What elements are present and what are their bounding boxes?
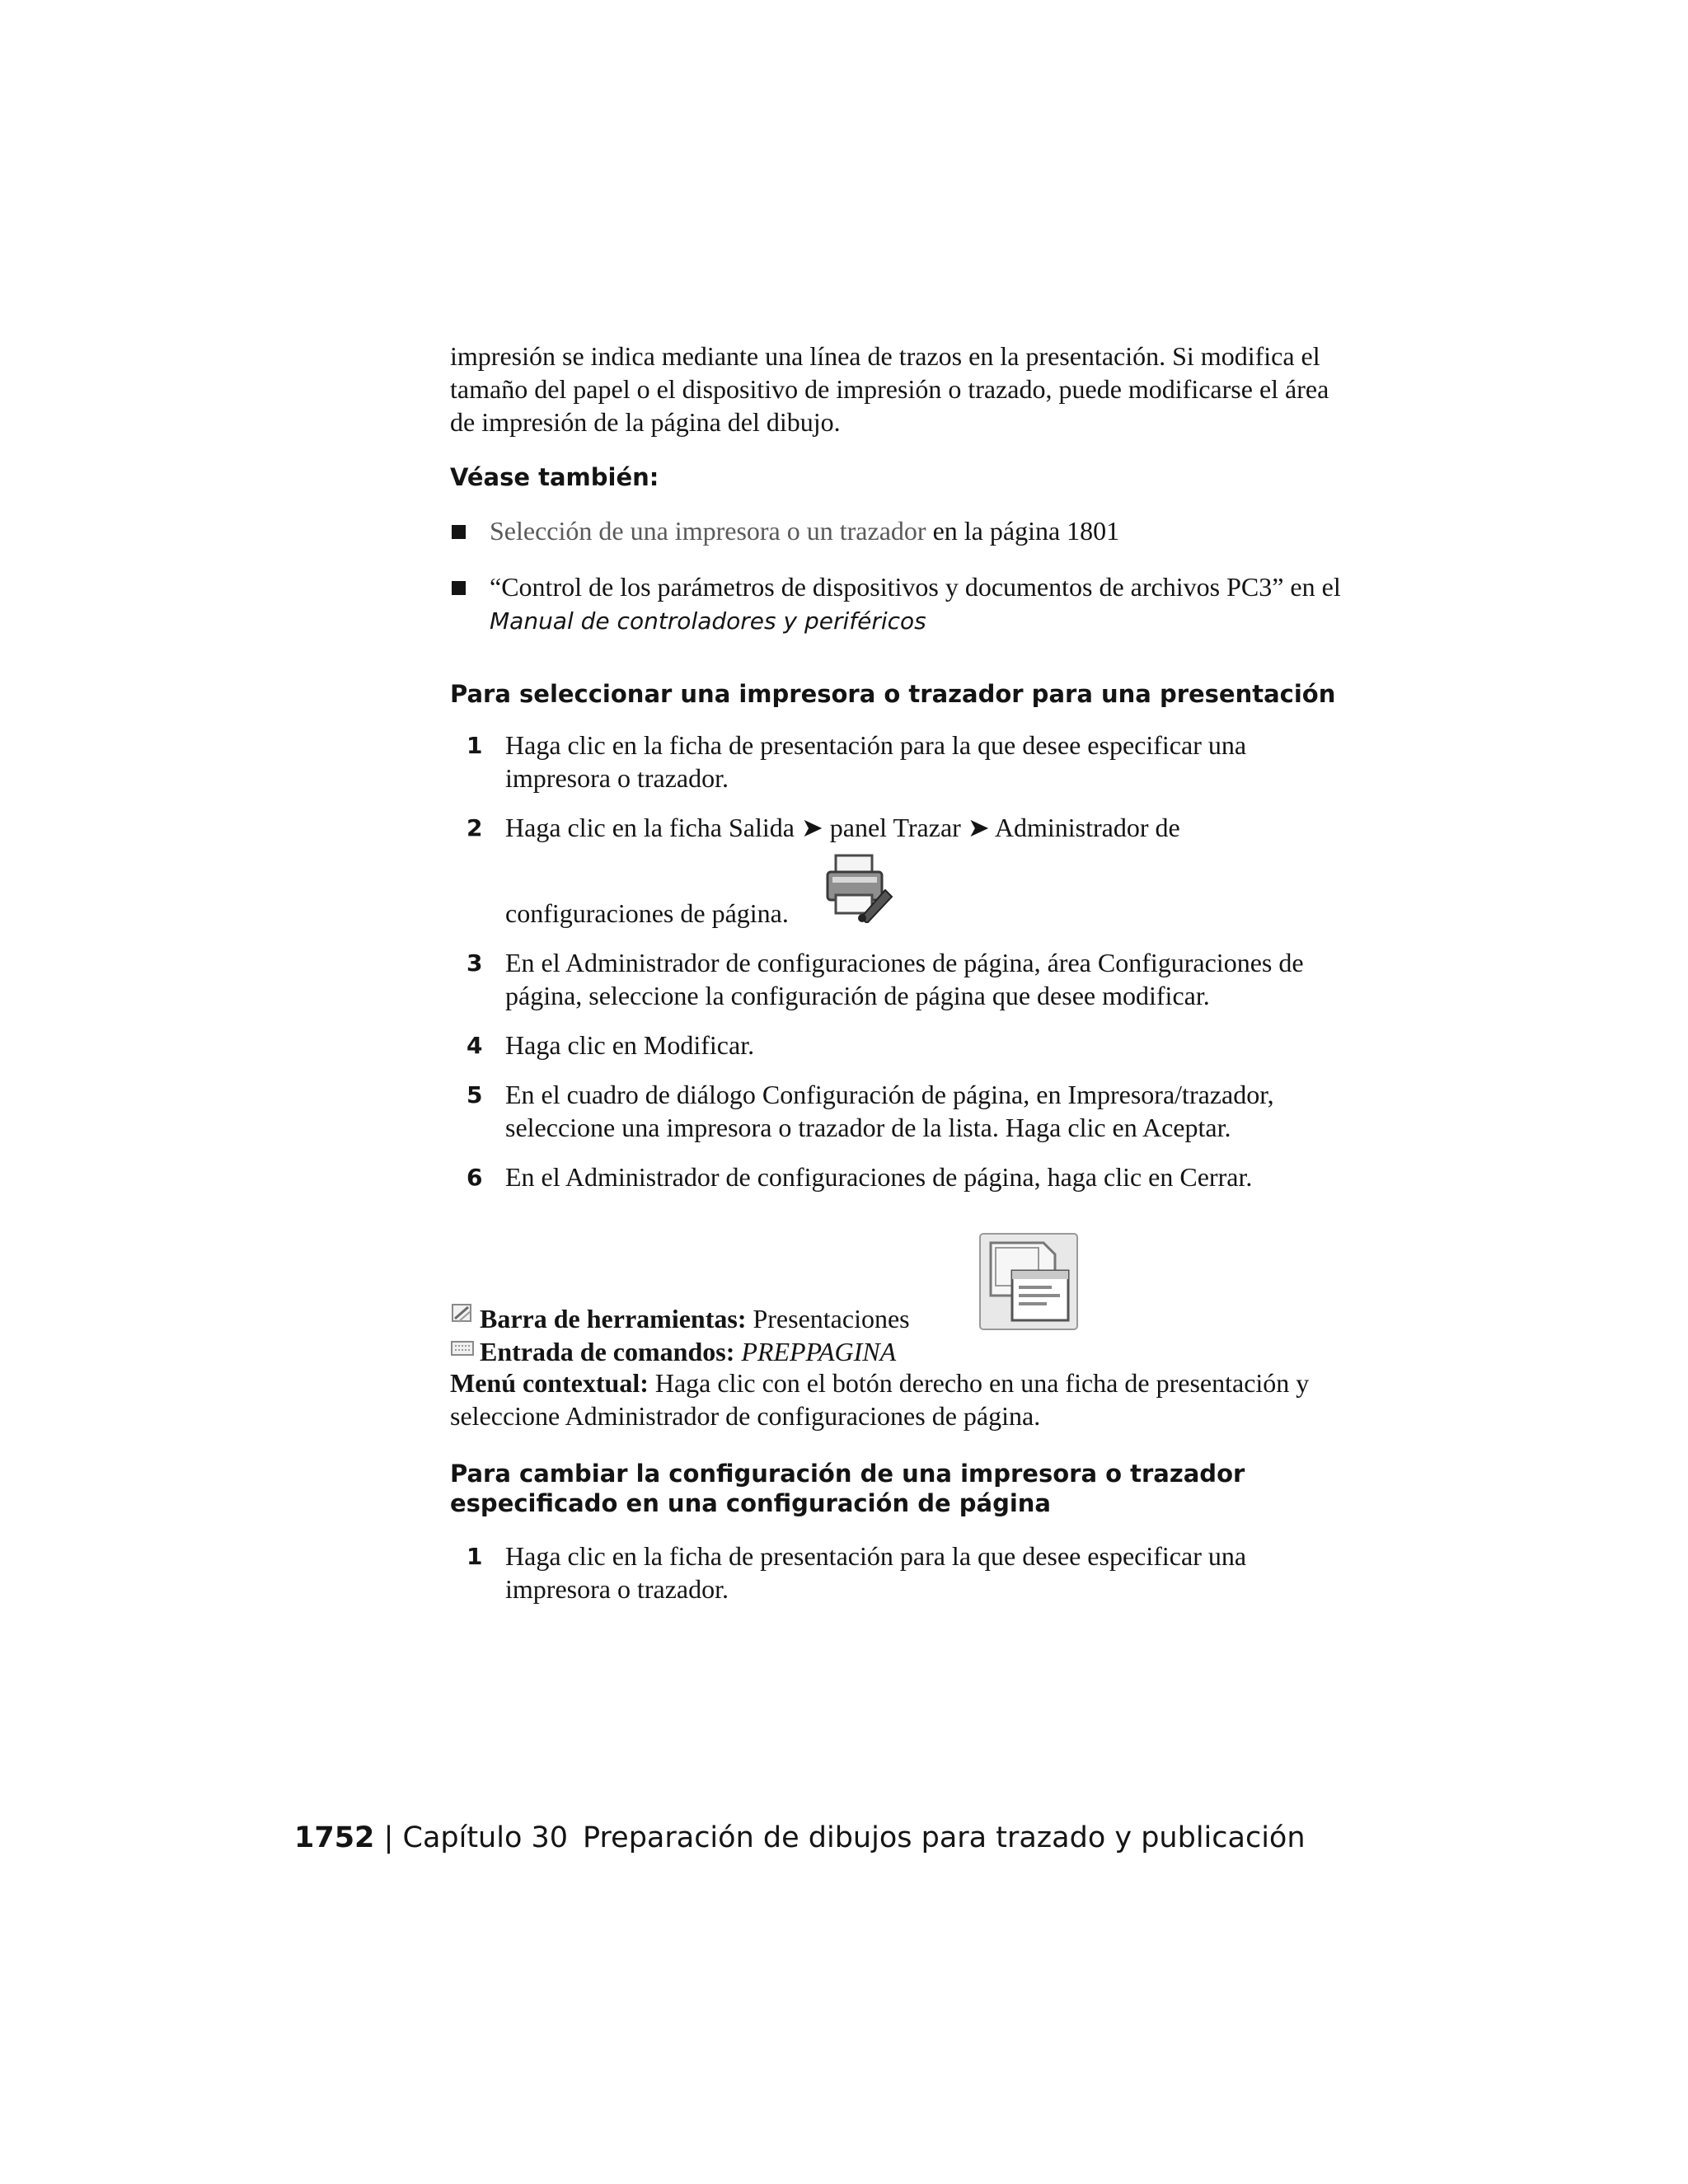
see-also-item-text bbox=[490, 570, 1347, 638]
step-text: En el cuadro de diálogo Configuración de página, en Impresora/trazador, seleccione una impresora o trazador de la lista. Haga clic en Aceptar. bbox=[505, 1080, 1274, 1142]
intro-paragraph: impresión se indica mediante una línea de trazos en la presentación. Si modifica el tamaño del papel o el dispositivo de impresión o trazado, puede modificarse el área de impresión de la página del dibujo. bbox=[450, 341, 1329, 437]
page-number: 1752 bbox=[294, 1821, 375, 1854]
command-value: PREPPAGINA bbox=[741, 1337, 897, 1366]
step-text: Haga clic en la ficha de presentación para la que desee especificar una impresora o trazador. bbox=[505, 1541, 1247, 1604]
step-number: 6 bbox=[467, 1164, 483, 1191]
context-menu-text: Haga clic con el botón derecho en una ficha de presentación y seleccione Administrador de configuraciones de página. bbox=[450, 1368, 1310, 1431]
see-also-item-text bbox=[490, 514, 1347, 547]
toolbar-access bbox=[450, 1302, 910, 1335]
page-setup-manager-icon[interactable] bbox=[824, 852, 895, 923]
command-label: Entrada de comandos: bbox=[480, 1337, 735, 1366]
layouts-toolbar-icon[interactable] bbox=[979, 1233, 1078, 1330]
step-text: En el Administrador de configuraciones de página, haga clic en Cerrar. bbox=[505, 1162, 1253, 1192]
command-access bbox=[450, 1335, 896, 1368]
bullet-square bbox=[452, 581, 466, 595]
footer-separator: | bbox=[383, 1821, 394, 1854]
step-text: Haga clic en Modificar. bbox=[505, 1030, 755, 1060]
context-menu-access bbox=[450, 1366, 1348, 1432]
step-text: Haga clic en la ficha de presentación para la que desee especificar una impresora o trazador. bbox=[505, 730, 1247, 793]
reference-text: “Control de los parámetros de dispositivos y documentos de archivos PC3” en el bbox=[490, 572, 1341, 602]
context-menu-label: Menú contextual: bbox=[450, 1368, 649, 1398]
procedure-heading: Para cambiar la configuración de una impresora o trazador especificado en una configuración de página bbox=[450, 1460, 1245, 1517]
step-number: 3 bbox=[467, 949, 483, 977]
step-number: 2 bbox=[467, 814, 483, 841]
manual-title: Manual de controladores y periféricos bbox=[490, 607, 926, 635]
cross-reference-link[interactable]: Selección de una impresora o un trazador bbox=[490, 516, 926, 546]
step-number: 1 bbox=[467, 1543, 483, 1570]
step-number: 4 bbox=[467, 1032, 483, 1059]
toolbar-value: Presentaciones bbox=[753, 1304, 910, 1333]
page-footer bbox=[294, 1820, 1306, 1856]
step-number: 1 bbox=[467, 732, 483, 759]
toolbar-label: Barra de herramientas: bbox=[480, 1304, 747, 1333]
bullet-square bbox=[452, 525, 466, 539]
procedure-step bbox=[450, 811, 1348, 926]
procedure-heading: Para seleccionar una impresora o trazador para una presentación bbox=[450, 680, 1336, 708]
chapter-label: Capítulo 30 bbox=[402, 1821, 569, 1854]
step-text: En el Administrador de configuraciones de página, área Configuraciones de página, seleccione la configuración de página que desee modificar. bbox=[505, 948, 1304, 1010]
step-text-continuation: configuraciones de página. bbox=[505, 898, 789, 928]
step-number: 5 bbox=[467, 1081, 483, 1108]
step-text: Haga clic en la ficha Salida ➤ panel Trazar ➤ Administrador de bbox=[505, 813, 1180, 842]
see-also-heading: Véase también: bbox=[450, 463, 659, 491]
chapter-title: Preparación de dibujos para trazado y publicación bbox=[583, 1821, 1306, 1854]
page-reference: en la página 1801 bbox=[926, 516, 1120, 546]
